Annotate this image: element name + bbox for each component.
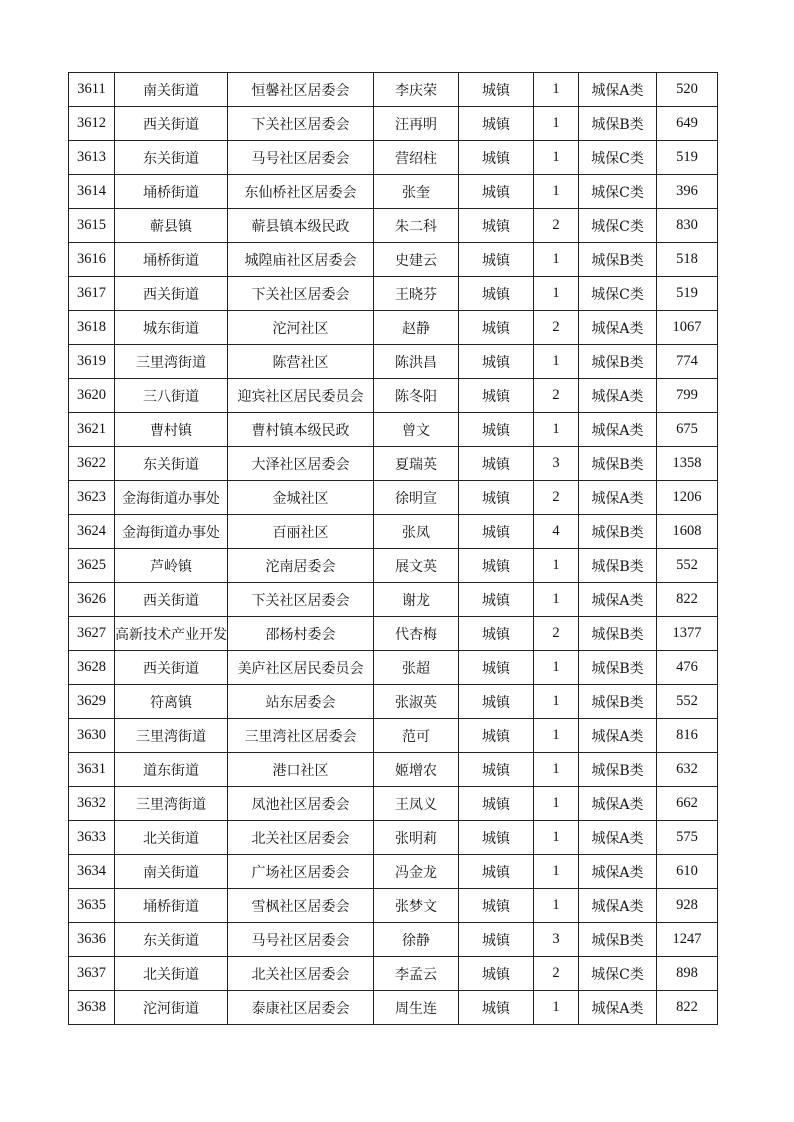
amount-cell: 552 — [657, 549, 718, 583]
category-cell: 城保B类 — [579, 107, 657, 141]
category-cell: 城保B类 — [579, 345, 657, 379]
amount-cell: 816 — [657, 719, 718, 753]
amount-cell: 649 — [657, 107, 718, 141]
area-type-cell: 城镇 — [459, 481, 534, 515]
area-type-cell: 城镇 — [459, 413, 534, 447]
table-row — [69, 379, 718, 413]
table-row — [69, 481, 718, 515]
name-cell: 营绍柱 — [374, 141, 459, 175]
name-cell: 王凤义 — [374, 787, 459, 821]
category-cell: 城保A类 — [579, 889, 657, 923]
name-cell: 张超 — [374, 651, 459, 685]
community-cell: 大泽社区居委会 — [228, 447, 374, 481]
household-size-cell: 1 — [534, 719, 579, 753]
area-type-cell: 城镇 — [459, 549, 534, 583]
street-cell: 南关街道 — [115, 73, 228, 107]
record-id-cell: 3621 — [69, 413, 115, 447]
table-row — [69, 141, 718, 175]
community-cell: 邵杨村委会 — [228, 617, 374, 651]
amount-cell: 519 — [657, 141, 718, 175]
household-size-cell: 1 — [534, 821, 579, 855]
record-id-cell: 3636 — [69, 923, 115, 957]
category-cell: 城保B类 — [579, 515, 657, 549]
record-id-cell: 3613 — [69, 141, 115, 175]
household-size-cell: 1 — [534, 243, 579, 277]
street-cell: 北关街道 — [115, 821, 228, 855]
community-cell: 百丽社区 — [228, 515, 374, 549]
records-table-body — [69, 73, 718, 1025]
area-type-cell: 城镇 — [459, 379, 534, 413]
category-cell: 城保C类 — [579, 277, 657, 311]
street-cell: 符离镇 — [115, 685, 228, 719]
community-cell: 陈营社区 — [228, 345, 374, 379]
area-type-cell: 城镇 — [459, 685, 534, 719]
household-size-cell: 2 — [534, 617, 579, 651]
street-cell: 曹村镇 — [115, 413, 228, 447]
household-size-cell: 1 — [534, 277, 579, 311]
street-cell: 西关街道 — [115, 107, 228, 141]
amount-cell: 396 — [657, 175, 718, 209]
table-row — [69, 787, 718, 821]
category-cell: 城保B类 — [579, 549, 657, 583]
record-id-cell: 3625 — [69, 549, 115, 583]
table-row — [69, 923, 718, 957]
street-cell: 蕲县镇 — [115, 209, 228, 243]
area-type-cell: 城镇 — [459, 311, 534, 345]
amount-cell: 774 — [657, 345, 718, 379]
area-type-cell: 城镇 — [459, 651, 534, 685]
street-cell: 南关街道 — [115, 855, 228, 889]
community-cell: 雪枫社区居委会 — [228, 889, 374, 923]
community-cell: 马号社区居委会 — [228, 923, 374, 957]
area-type-cell: 城镇 — [459, 889, 534, 923]
amount-cell: 1067 — [657, 311, 718, 345]
street-cell: 埇桥街道 — [115, 889, 228, 923]
amount-cell: 519 — [657, 277, 718, 311]
community-cell: 广场社区居委会 — [228, 855, 374, 889]
community-cell: 北关社区居委会 — [228, 957, 374, 991]
amount-cell: 928 — [657, 889, 718, 923]
community-cell: 迎宾社区居民委员会 — [228, 379, 374, 413]
record-id-cell: 3615 — [69, 209, 115, 243]
amount-cell: 1608 — [657, 515, 718, 549]
name-cell: 张明莉 — [374, 821, 459, 855]
community-cell: 沱南居委会 — [228, 549, 374, 583]
street-cell: 道东街道 — [115, 753, 228, 787]
household-size-cell: 1 — [534, 685, 579, 719]
category-cell: 城保A类 — [579, 311, 657, 345]
community-cell: 三里湾社区居委会 — [228, 719, 374, 753]
amount-cell: 476 — [657, 651, 718, 685]
household-size-cell: 2 — [534, 311, 579, 345]
category-cell: 城保A类 — [579, 379, 657, 413]
area-type-cell: 城镇 — [459, 345, 534, 379]
street-cell: 北关街道 — [115, 957, 228, 991]
category-cell: 城保A类 — [579, 855, 657, 889]
record-id-cell: 3631 — [69, 753, 115, 787]
amount-cell: 1206 — [657, 481, 718, 515]
street-cell: 西关街道 — [115, 651, 228, 685]
table-row — [69, 345, 718, 379]
street-cell: 三里湾街道 — [115, 345, 228, 379]
community-cell: 沱河社区 — [228, 311, 374, 345]
amount-cell: 799 — [657, 379, 718, 413]
name-cell: 展文英 — [374, 549, 459, 583]
record-id-cell: 3635 — [69, 889, 115, 923]
table-row — [69, 311, 718, 345]
amount-cell: 822 — [657, 991, 718, 1025]
table-row — [69, 753, 718, 787]
amount-cell: 610 — [657, 855, 718, 889]
table-row — [69, 821, 718, 855]
amount-cell: 575 — [657, 821, 718, 855]
table-row — [69, 889, 718, 923]
category-cell: 城保B类 — [579, 685, 657, 719]
household-size-cell: 1 — [534, 651, 579, 685]
category-cell: 城保B类 — [579, 243, 657, 277]
category-cell: 城保C类 — [579, 957, 657, 991]
community-cell: 东仙桥社区居委会 — [228, 175, 374, 209]
category-cell: 城保C类 — [579, 141, 657, 175]
name-cell: 徐静 — [374, 923, 459, 957]
area-type-cell: 城镇 — [459, 617, 534, 651]
household-size-cell: 1 — [534, 991, 579, 1025]
community-cell: 下关社区居委会 — [228, 107, 374, 141]
category-cell: 城保A类 — [579, 413, 657, 447]
name-cell: 谢龙 — [374, 583, 459, 617]
area-type-cell: 城镇 — [459, 957, 534, 991]
category-cell: 城保A类 — [579, 821, 657, 855]
record-id-cell: 3626 — [69, 583, 115, 617]
community-cell: 下关社区居委会 — [228, 277, 374, 311]
area-type-cell: 城镇 — [459, 243, 534, 277]
amount-cell: 518 — [657, 243, 718, 277]
category-cell: 城保A类 — [579, 719, 657, 753]
table-row — [69, 991, 718, 1025]
household-size-cell: 2 — [534, 481, 579, 515]
amount-cell: 1247 — [657, 923, 718, 957]
record-id-cell: 3630 — [69, 719, 115, 753]
table-row — [69, 175, 718, 209]
area-type-cell: 城镇 — [459, 787, 534, 821]
area-type-cell: 城镇 — [459, 175, 534, 209]
table-row — [69, 107, 718, 141]
category-cell: 城保A类 — [579, 583, 657, 617]
household-size-cell: 2 — [534, 957, 579, 991]
record-id-cell: 3611 — [69, 73, 115, 107]
household-size-cell: 1 — [534, 413, 579, 447]
record-id-cell: 3624 — [69, 515, 115, 549]
name-cell: 夏瑞英 — [374, 447, 459, 481]
community-cell: 下关社区居委会 — [228, 583, 374, 617]
area-type-cell: 城镇 — [459, 73, 534, 107]
record-id-cell: 3618 — [69, 311, 115, 345]
record-id-cell: 3620 — [69, 379, 115, 413]
household-size-cell: 1 — [534, 73, 579, 107]
category-cell: 城保B类 — [579, 753, 657, 787]
category-cell: 城保B类 — [579, 447, 657, 481]
household-size-cell: 1 — [534, 889, 579, 923]
street-cell: 沱河街道 — [115, 991, 228, 1025]
name-cell: 张奎 — [374, 175, 459, 209]
street-cell: 芦岭镇 — [115, 549, 228, 583]
amount-cell: 675 — [657, 413, 718, 447]
street-cell: 西关街道 — [115, 277, 228, 311]
street-cell: 东关街道 — [115, 923, 228, 957]
name-cell: 赵静 — [374, 311, 459, 345]
household-size-cell: 1 — [534, 107, 579, 141]
name-cell: 汪再明 — [374, 107, 459, 141]
table-row — [69, 651, 718, 685]
street-cell: 东关街道 — [115, 447, 228, 481]
record-id-cell: 3637 — [69, 957, 115, 991]
table-row — [69, 549, 718, 583]
name-cell: 周生连 — [374, 991, 459, 1025]
household-size-cell: 3 — [534, 447, 579, 481]
community-cell: 北关社区居委会 — [228, 821, 374, 855]
table-row — [69, 243, 718, 277]
category-cell: 城保A类 — [579, 991, 657, 1025]
street-cell: 金海街道办事处 — [115, 481, 228, 515]
area-type-cell: 城镇 — [459, 107, 534, 141]
area-type-cell: 城镇 — [459, 855, 534, 889]
community-cell: 凤池社区居委会 — [228, 787, 374, 821]
area-type-cell: 城镇 — [459, 447, 534, 481]
household-size-cell: 1 — [534, 141, 579, 175]
street-cell: 城东街道 — [115, 311, 228, 345]
category-cell: 城保B类 — [579, 923, 657, 957]
area-type-cell: 城镇 — [459, 923, 534, 957]
name-cell: 李孟云 — [374, 957, 459, 991]
table-row — [69, 719, 718, 753]
table-row — [69, 209, 718, 243]
name-cell: 陈洪昌 — [374, 345, 459, 379]
table-row — [69, 617, 718, 651]
household-size-cell: 4 — [534, 515, 579, 549]
table-row — [69, 957, 718, 991]
area-type-cell: 城镇 — [459, 753, 534, 787]
area-type-cell: 城镇 — [459, 515, 534, 549]
name-cell: 陈冬阳 — [374, 379, 459, 413]
household-size-cell: 1 — [534, 583, 579, 617]
table-row — [69, 413, 718, 447]
street-cell: 高新技术产业开发 — [115, 617, 228, 651]
table-row — [69, 73, 718, 107]
table-row — [69, 685, 718, 719]
name-cell: 曾文 — [374, 413, 459, 447]
street-cell: 东关街道 — [115, 141, 228, 175]
community-cell: 港口社区 — [228, 753, 374, 787]
name-cell: 徐明宣 — [374, 481, 459, 515]
table-row — [69, 583, 718, 617]
area-type-cell: 城镇 — [459, 209, 534, 243]
household-size-cell: 1 — [534, 549, 579, 583]
table-row — [69, 515, 718, 549]
table-row — [69, 855, 718, 889]
household-size-cell: 1 — [534, 175, 579, 209]
record-id-cell: 3622 — [69, 447, 115, 481]
category-cell: 城保A类 — [579, 787, 657, 821]
amount-cell: 662 — [657, 787, 718, 821]
community-cell: 蕲县镇本级民政 — [228, 209, 374, 243]
household-size-cell: 2 — [534, 379, 579, 413]
record-id-cell: 3638 — [69, 991, 115, 1025]
street-cell: 三八街道 — [115, 379, 228, 413]
street-cell: 三里湾街道 — [115, 787, 228, 821]
record-id-cell: 3619 — [69, 345, 115, 379]
record-id-cell: 3633 — [69, 821, 115, 855]
category-cell: 城保B类 — [579, 617, 657, 651]
record-id-cell: 3632 — [69, 787, 115, 821]
record-id-cell: 3627 — [69, 617, 115, 651]
community-cell: 美庐社区居民委员会 — [228, 651, 374, 685]
category-cell: 城保C类 — [579, 175, 657, 209]
community-cell: 金城社区 — [228, 481, 374, 515]
name-cell: 姬增农 — [374, 753, 459, 787]
category-cell: 城保C类 — [579, 209, 657, 243]
community-cell: 城隍庙社区居委会 — [228, 243, 374, 277]
amount-cell: 822 — [657, 583, 718, 617]
community-cell: 马号社区居委会 — [228, 141, 374, 175]
area-type-cell: 城镇 — [459, 991, 534, 1025]
household-size-cell: 3 — [534, 923, 579, 957]
household-size-cell: 1 — [534, 345, 579, 379]
record-id-cell: 3612 — [69, 107, 115, 141]
area-type-cell: 城镇 — [459, 277, 534, 311]
record-id-cell: 3634 — [69, 855, 115, 889]
record-id-cell: 3616 — [69, 243, 115, 277]
amount-cell: 1377 — [657, 617, 718, 651]
area-type-cell: 城镇 — [459, 583, 534, 617]
record-id-cell: 3614 — [69, 175, 115, 209]
name-cell: 代杏梅 — [374, 617, 459, 651]
name-cell: 朱二科 — [374, 209, 459, 243]
record-id-cell: 3623 — [69, 481, 115, 515]
amount-cell: 830 — [657, 209, 718, 243]
area-type-cell: 城镇 — [459, 719, 534, 753]
table-row — [69, 277, 718, 311]
household-size-cell: 1 — [534, 855, 579, 889]
name-cell: 史建云 — [374, 243, 459, 277]
community-cell: 恒馨社区居委会 — [228, 73, 374, 107]
area-type-cell: 城镇 — [459, 141, 534, 175]
amount-cell: 520 — [657, 73, 718, 107]
name-cell: 冯金龙 — [374, 855, 459, 889]
table-row — [69, 447, 718, 481]
household-size-cell: 2 — [534, 209, 579, 243]
name-cell: 李庆荣 — [374, 73, 459, 107]
community-cell: 曹村镇本级民政 — [228, 413, 374, 447]
household-size-cell: 1 — [534, 787, 579, 821]
name-cell: 张梦文 — [374, 889, 459, 923]
area-type-cell: 城镇 — [459, 821, 534, 855]
amount-cell: 552 — [657, 685, 718, 719]
street-cell: 西关街道 — [115, 583, 228, 617]
community-cell: 站东居委会 — [228, 685, 374, 719]
name-cell: 张淑英 — [374, 685, 459, 719]
record-id-cell: 3617 — [69, 277, 115, 311]
amount-cell: 632 — [657, 753, 718, 787]
category-cell: 城保A类 — [579, 481, 657, 515]
name-cell: 范可 — [374, 719, 459, 753]
name-cell: 王晓芬 — [374, 277, 459, 311]
record-id-cell: 3628 — [69, 651, 115, 685]
amount-cell: 1358 — [657, 447, 718, 481]
household-size-cell: 1 — [534, 753, 579, 787]
street-cell: 埇桥街道 — [115, 175, 228, 209]
community-cell: 泰康社区居委会 — [228, 991, 374, 1025]
record-id-cell: 3629 — [69, 685, 115, 719]
amount-cell: 898 — [657, 957, 718, 991]
category-cell: 城保A类 — [579, 73, 657, 107]
records-table — [68, 72, 718, 1025]
street-cell: 三里湾街道 — [115, 719, 228, 753]
street-cell: 埇桥街道 — [115, 243, 228, 277]
street-cell: 金海街道办事处 — [115, 515, 228, 549]
name-cell: 张凤 — [374, 515, 459, 549]
category-cell: 城保B类 — [579, 651, 657, 685]
